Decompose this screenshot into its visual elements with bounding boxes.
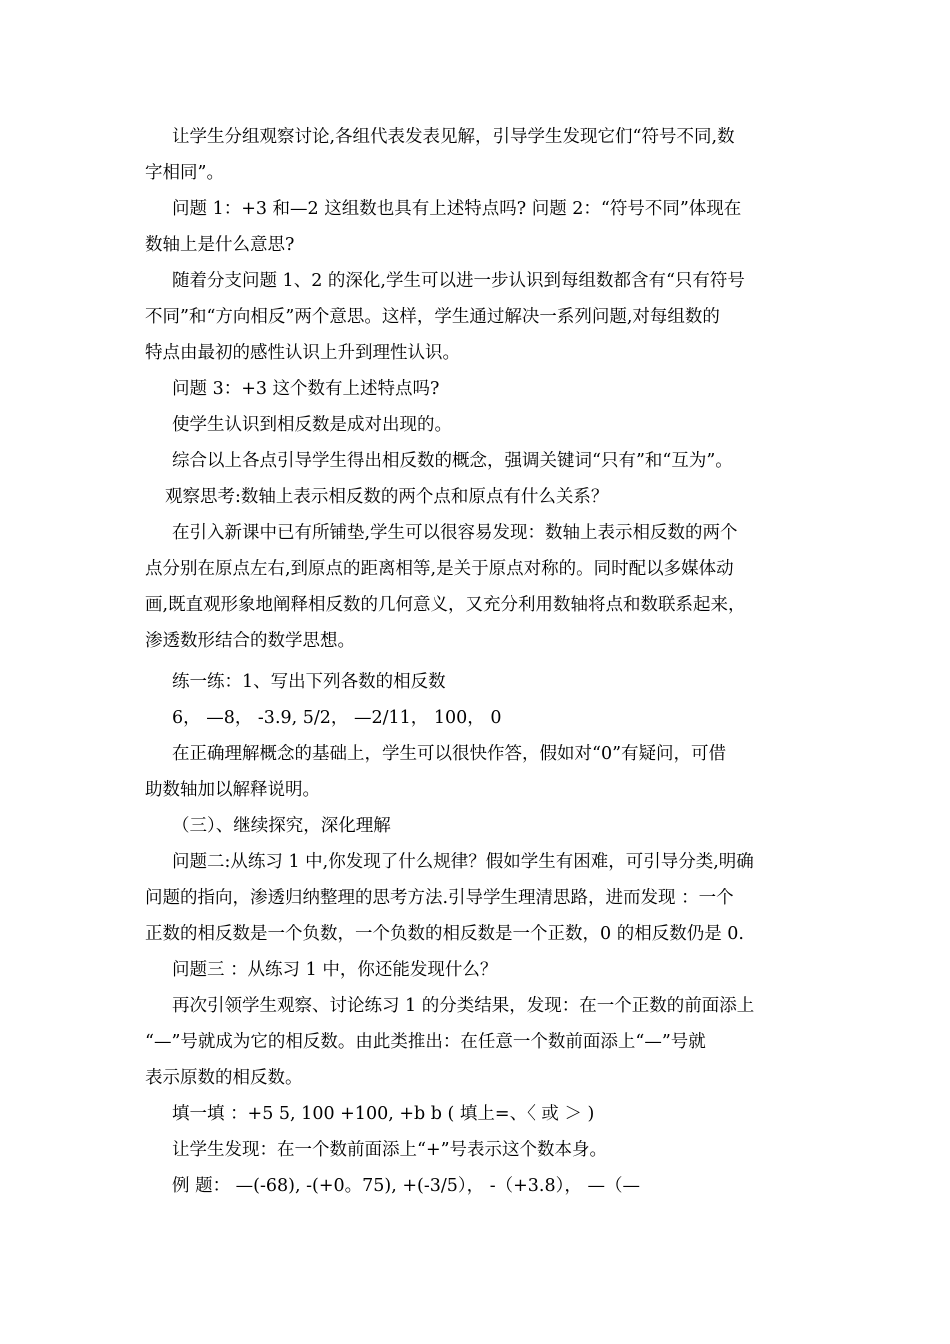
exercise-heading: 练一练：1、写出下列各数的相反数 <box>172 672 446 692</box>
section-heading: （三）、继续探究，深化理解 <box>172 816 391 836</box>
paragraph-line: 问题二:从练习 1 中,你发现了什么规律？假如学生有困难，可引导分类,明确 <box>172 852 754 872</box>
fill-in-line: 填一填 ：+5 5, 100 +100, +b b ( 填上=、〈 或 ＞ ) <box>172 1104 595 1124</box>
paragraph-line: 渗透数形结合的数学思想。 <box>145 631 355 651</box>
paragraph-line: 特点由最初的感性认识上升到理性认识。 <box>145 343 460 363</box>
paragraph-line: 点分别在原点左右,到原点的距离相等,是关于原点对称的。同时配以多媒体动 <box>145 559 734 579</box>
exercise-numbers: 6， —8， -3.9, 5/2， —2/11， 100， 0 <box>172 708 502 728</box>
paragraph-line: 综合以上各点引导学生得出相反数的概念，强调关键词“只有”和“互为”。 <box>172 451 733 471</box>
paragraph-line: 在引入新课中已有所铺垫,学生可以很容易发现：数轴上表示相反数的两个 <box>172 523 738 543</box>
paragraph-line: 使学生认识到相反数是成对出现的。 <box>172 415 452 435</box>
paragraph-line: 再次引领学生观察、讨论练习 1 的分类结果，发现：在一个正数的前面添上 <box>172 996 755 1016</box>
paragraph-line: 问题 1：+3 和—2 这组数也具有上述特点吗? 问题 2：“符号不同”体现在 <box>172 199 742 219</box>
paragraph-line: 数轴上是什么意思? <box>145 235 295 255</box>
paragraph-line: “—”号就成为它的相反数。由此类推出：在任意一个数前面添上“—”号就 <box>145 1032 706 1052</box>
paragraph-line: 正数的相反数是一个负数，一个负数的相反数是一个正数，0 的相反数仍是 0. <box>145 924 744 944</box>
paragraph-line: 让学生发现：在一个数前面添上“+”号表示这个数本身。 <box>172 1140 608 1160</box>
paragraph-line: 随着分支问题 1、2 的深化,学生可以进一步认识到每组数都含有“只有符号 <box>172 271 745 291</box>
paragraph-line: 让学生分组观察讨论,各组代表发表见解，引导学生发现它们“符号不同,数 <box>172 127 735 147</box>
paragraph-line: 字相同”。 <box>145 163 224 183</box>
paragraph-line: 问题三 ：从练习 1 中，你还能发现什么？ <box>172 960 498 980</box>
paragraph-line: 画,既直观形象地阐释相反数的几何意义，又充分利用数轴将点和数联系起来， <box>145 595 746 615</box>
paragraph-line: 问题 3：+3 这个数有上述特点吗? <box>172 379 440 399</box>
paragraph-line: 观察思考:数轴上表示相反数的两个点和原点有什么关系？ <box>165 487 609 507</box>
paragraph-line: 表示原数的相反数。 <box>145 1068 303 1088</box>
paragraph-line: 助数轴加以解释说明。 <box>145 780 320 800</box>
example-line: 例 题： —(-68), -(+0。75), +(-3/5）， -（+3.8）， —（— <box>172 1176 640 1196</box>
paragraph-line: 问题的指向，渗透归纳整理的思考方法.引导学生理清思路，进而发现 ：一个 <box>145 888 734 908</box>
paragraph-line: 在正确理解概念的基础上，学生可以很快作答，假如对“0”有疑问，可借 <box>172 744 727 764</box>
paragraph-line: 不同”和“方向相反”两个意思。这样，学生通过解决一系列问题,对每组数的 <box>145 307 720 327</box>
